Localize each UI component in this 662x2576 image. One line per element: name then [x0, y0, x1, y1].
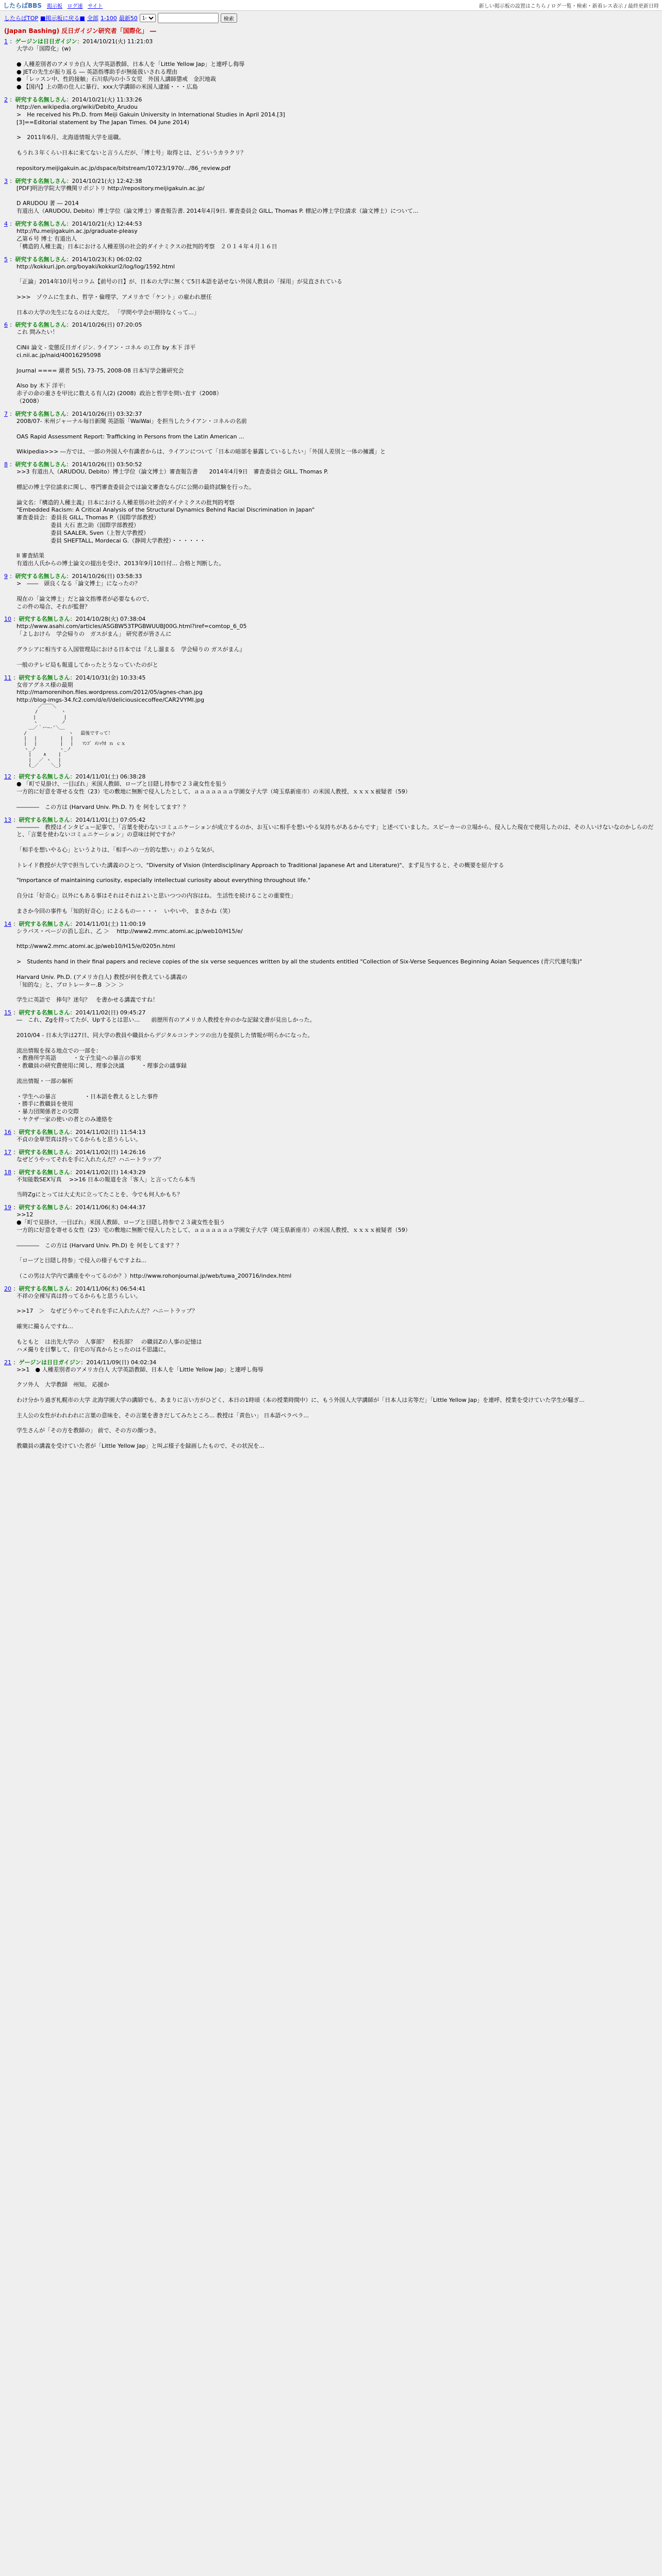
post-header: 7 ：研究する名無しさん：2014/10/26(日) 03:32:37 [4, 410, 142, 417]
post-number[interactable]: 6 [4, 321, 8, 329]
post-timestamp: ：2014/10/26(日) 03:58:33 [66, 573, 142, 580]
post-number[interactable]: 7 [4, 410, 8, 417]
post-author: 研究する名無しさん [19, 674, 70, 681]
nav-latest-link[interactable]: 最新50 [119, 15, 138, 22]
post-timestamp: ：2014/11/06(木) 04:44:37 [70, 1204, 146, 1211]
ascii-art: ／￣￣＼ / ヽ | | ヽ ノ ＿／｀ー―‐'＼＿ / ヽ 最後ですって！ | | | | | | | | ﾏﾝｺﾞ ﾒｼｯｳｵ ｎ ｃｘ ヽ_ノ ヽ_ノ | ∧ | | ／ ヽ | (_／ ＼_) [24, 704, 126, 768]
post-header: 4 ：研究する名無しさん：2014/10/21(火) 12:44:53 [4, 221, 142, 228]
post-body: ―――― 教授はインタビュー記事で、「言葉を使わないコミュニケーションが成立するのか、お互いに相手を想いやる気持ちがあるからです」と述べていました。スピーカーの立場から、侵入した現在で使用したのは、その人いけないなのかしらのだと、「言葉を使わないコミュニケーション」の意味は何ですか？ 「相手を想いやる心」というよりは、「相手への一方的な想い」のような気が。 トレイド教授が大学で担当していた講義のひとつ、"Diversity of Vision (Interdisciplinary Approach to Traditional Japanese Art and Literature)"、まず見当すると、その概要を紹介する "Importance of maintaining curiosity, especially intellectual curiosity about everything throughout life." 自分は「好奇心」以外にもある事はそれはそれはよいと思いつつの内容はね。 生活性を続けることの重要性」 まさか今回の事件も「知的好奇心」によるものー・・・ いやいや、 まさかね（笑） [16, 823, 654, 914]
post-author: 研究する名無しさん [15, 461, 67, 468]
post-timestamp: ：2014/11/02(日) 09:45:27 [70, 1009, 146, 1016]
top-marquee: 新しい掲示板の設置はこちら / ログ一覧・検索・新着レス表示 / 最終更新日時 [478, 3, 659, 9]
post-number[interactable]: 1 [4, 38, 8, 45]
post [4, 255, 658, 317]
post-number[interactable]: 2 [4, 96, 8, 104]
post [4, 772, 658, 811]
post-timestamp: ：2014/10/21(火) 12:42:38 [66, 177, 142, 184]
post-timestamp: ：2014/10/26(日) 03:50:52 [66, 461, 142, 468]
post-author: 研究する名無しさん [15, 96, 67, 104]
post [4, 37, 658, 91]
post [4, 1128, 658, 1144]
post-body: 2008/07- 米州ジャーナル毎日新聞 英語版「WaiWai」を担当したライアン・コネルの名前 OAS Rapid Assessment Report: Trafficking in Persons from the Latin American ... Wikipedia>>> ―方では、一部の外国人や有識者からは、ライアンについて「日本の暗部を暴露しているしたい」「外国人差別と一体の擁護」と [16, 417, 386, 455]
post [4, 219, 658, 251]
post-author: ゲージンは日日ガイジン [19, 1359, 81, 1366]
post-header: 1 ：ゲージンは日日ガイジン：2014/10/21(火) 11:21:03 [4, 38, 153, 45]
post-header: 13 ：研究する名無しさん：2014/11/01(土) 07:05:42 [4, 816, 146, 823]
post-body: 大学の「国際化」(w) ● 人種差別者のアメリカ白人 大学英語教師、日本人を「Little Yellow Jap」と連呼し侮辱 ● JETの先生が振り返る ― 英語指導助手が無能扱いされる理由 ● 「レッスン中、性的接触」石川県内の小５女児 外国人講師懲戒 金沢地裁 ● 【国内】上の階の住人に暴行、xxx大学講師の米国人逮捕・・・広島 [16, 45, 245, 91]
post [4, 460, 658, 568]
post-timestamp: ：2014/10/21(火) 11:21:03 [77, 38, 153, 45]
post-body: 不貞の金単型真は持ってるからもと思うらしい。 [16, 1136, 141, 1143]
post-header: 10 ：研究する名無しさん：2014/10/28(火) 07:38:04 [4, 616, 146, 623]
post-header: 18 ：研究する名無しさん：2014/11/02(日) 14:43:29 [4, 1168, 146, 1176]
post-timestamp: ：2014/11/09(日) 04:02:34 [80, 1359, 157, 1366]
post-timestamp: ：2014/10/31(金) 10:33:45 [70, 674, 146, 681]
post-number[interactable]: 11 [4, 674, 11, 681]
post-body: これ 問みたい！ CiNii 論文 - 変態反日ガイジン. ライアン・コネル の工作 by 木下 洋平 ci.nii.ac.jp/naid/40016295098 Journal ==== 潮者 5(5), 73-75, 2008-08 日本写学会雑研究会 Also by 木下 洋平: 赤子の命の重さを甲比に数える有人(2) (2008) 政治と哲学を問い直す（2008） （2008） [16, 329, 222, 405]
post [4, 410, 658, 456]
post-number[interactable]: 3 [4, 177, 8, 184]
post-timestamp: ：2014/11/02(日) 14:43:29 [70, 1168, 146, 1176]
post-header: 9 ：研究する名無しさん：2014/10/26(日) 03:58:33 [4, 573, 142, 580]
post-author: 研究する名無しさん [19, 920, 70, 927]
post-author: 研究する名無しさん [19, 1009, 70, 1016]
post-author: 研究する名無しさん [15, 221, 67, 228]
post-author: 研究する名無しさん [19, 1128, 70, 1136]
search-input[interactable] [158, 13, 219, 23]
nav-range-link[interactable]: 1-100 [100, 14, 117, 22]
post-list [0, 37, 662, 1450]
post-number[interactable]: 16 [4, 1128, 11, 1136]
post-body: ● 「町で見掛け、一目ぼれ」米国人教師、ロープと目隠し持参で２３歳女性を狙う 一方的に好意を寄せる女性（23）宅の敷地に無断で侵入したとして、ａａａａａａａ学園女子大学（埼玉県新座市）の米国人教授、ｘｘｘｘ被疑者（59） ―――― この方は (Harvard Univ. Ph.D. ?) を 何をしてます？？ [16, 781, 411, 810]
top-link-site[interactable]: サイト [87, 3, 103, 9]
post-author: 研究する名無しさん [19, 816, 70, 823]
post-timestamp: ：2014/10/23(木) 06:02:02 [66, 256, 142, 263]
top-link-bbs[interactable]: 掲示板 [46, 3, 62, 9]
post-body: >>1 ● 人種差別者のアメリカ白人 大学英語教師、日本人を「Little Yellow Jap」と連呼し侮辱 クソ外人 大学教師 州知。 応援か わけ分かり過ぎ札幌市の大学 北海学園大学の講師でも、あまりに言い方がひどく、本日の1時頃（本の授業時間中）に、もう外国人大学講師が「日本人は劣等だ」「Little Yellow Jap」を連呼、授業を受けていた学生が騒ぎ... 主人公の女性がわれわれに言葉の意味を、その言葉を書きだしてみたところ... 教授は「黄色い」 日本語ペラペラ... 学生さんが「その方を教師の」 前で、その方の顔つき。 教職員の講義を受けていた者が「Little Yellow Jap」と叫ぶ様子を録画したもので、その状況を... [16, 1366, 585, 1449]
post [4, 920, 658, 1004]
post-body: 不知能数SEX写真 >>16 日本の報道を含「客人」と言ってたら本当 当時Zgにとっては大丈夫に立ってたことを、今でも何人かもち？ [16, 1176, 195, 1198]
post-header: 16 ：研究する名無しさん：2014/11/02(日) 11:54:13 [4, 1128, 146, 1136]
post-author: 研究する名無しさん [15, 177, 67, 184]
post-number[interactable]: 12 [4, 773, 11, 781]
range-select[interactable] [140, 14, 156, 22]
post-body: http://fu.meijigakuin.ac.jp/graduate-pleasy 乙第６号 博士 有道出人 「構造的人種主義」日本における人種差別の社会的ダイナミクスの批判的考察 ２０１４年４月１６日 [16, 228, 277, 250]
post-body: > ―― 頭良くなる「論文博士」になったの？ 現在の「論文博士」だと論文指導者が必要なもので、 この件の場合、それが監督？ [16, 580, 153, 610]
post-number[interactable]: 20 [4, 1285, 11, 1292]
post-header: 3 ：研究する名無しさん：2014/10/21(火) 12:42:38 [4, 177, 142, 184]
post-body: 不祥の全裸写真は持ってるからもと思うらしい。 >>17 ＞ なぜどうやってそれを手に入れたんだ？ハニートラップ？ 確実に撮るんですね… もともと は出先大学の 人事部？ 校長部？ の職員Zの人事の記憶は ハメ撮りを目撃して、自宅の写真からとったのは不思議に。 [16, 1292, 202, 1353]
thread-title: (Japan Bashing) 反日ガイジン研究者「国際化」 ― [4, 27, 156, 35]
post-timestamp: ：2014/10/21(火) 11:33:26 [66, 96, 142, 104]
post-header: 19 ：研究する名無しさん：2014/11/06(木) 04:44:37 [4, 1204, 146, 1211]
post-timestamp: ：2014/11/06(木) 06:54:41 [70, 1285, 146, 1292]
post-number[interactable]: 15 [4, 1009, 11, 1016]
post [4, 1168, 658, 1199]
post-header: 11 ：研究する名無しさん：2014/10/31(金) 10:33:45 [4, 674, 146, 681]
post [4, 95, 658, 173]
post-body: http://kokkuri.jpn.org/boyaki/kokkuri2/log/log/1592.html 「正論」2014年10月号コラム【前号の日】が、日本の大学に無くて5日本語を話せない外国人教員の「採用」が見直されている >>> ゾウムに生まれ、哲学・倫理学、アメリカで「ケント」の雇われ歴任 日本の大学の先生になるのは大変だ。 「学問や学会が期待なくって...」 [16, 263, 342, 316]
nav-all-link[interactable]: 全部 [87, 15, 98, 22]
post-timestamp: ：2014/11/01(土) 06:38:28 [70, 773, 146, 781]
post [4, 1203, 658, 1280]
search-button[interactable]: 検索 [221, 13, 237, 23]
post [4, 1148, 658, 1164]
post-timestamp: ：2014/10/26(日) 03:32:37 [66, 410, 142, 417]
post-number[interactable]: 10 [4, 616, 11, 623]
post-number[interactable]: 5 [4, 256, 8, 263]
post-number[interactable]: 13 [4, 816, 11, 823]
post-number[interactable]: 9 [4, 573, 8, 580]
post [4, 177, 658, 215]
nav-top-link[interactable]: したらばTOP [4, 15, 39, 22]
site-logo[interactable]: したらばBBS [3, 2, 42, 9]
post-author: 研究する名無しさん [19, 1204, 70, 1211]
post-author: 研究する名無しさん [15, 321, 67, 329]
post-author: 研究する名無しさん [19, 773, 70, 781]
post-timestamp: ：2014/11/01(土) 11:00:19 [70, 920, 146, 927]
post-body: http://www.asahi.com/articles/ASGBW53TPGBWUUBJ00G.html?iref=comtop_6_05 「よしおけら 学会帰りの ガスがまん」 研究者が皆さんに グラシアに相当する入国管理局における日本では『えし溜まる 学会帰りの ガスがまん』 一般のテレビ局も報道してかったとうなっていたのがと [16, 623, 247, 668]
post-timestamp: ：2014/11/02(日) 11:54:13 [70, 1128, 146, 1136]
thread-nav [0, 11, 662, 25]
post-header: 5 ：研究する名無しさん：2014/10/23(木) 06:02:02 [4, 256, 142, 263]
post [4, 1008, 658, 1124]
post-author: 研究する名無しさん [19, 1148, 70, 1156]
post-header: 6 ：研究する名無しさん：2014/10/26(日) 07:20:05 [4, 321, 142, 329]
post-author: 研究する名無しさん [15, 410, 67, 417]
post-author: 研究する名無しさん [19, 1285, 70, 1292]
post-number[interactable]: 17 [4, 1148, 11, 1156]
post-author: ゲージンは日日ガイジン [15, 38, 77, 45]
post-author: 研究する名無しさん [19, 616, 70, 623]
top-links [47, 2, 106, 9]
post-header: 21 ：ゲージンは日日ガイジン：2014/11/09(日) 04:02:34 [4, 1359, 157, 1366]
post-author: 研究する名無しさん [19, 1168, 70, 1176]
post-body: シラバス・ページの消し忘れ、乙 ＞ http://www2.mmc.atomi.ac.jp/web10/H15/e/ http://www2.mmc.atomi.ac.jp/web10/H15/e/0205n.html > Students hand in their final papers and recieve copies of the six verse sequences written by all the students entitled "Collection of Six-Verse Sequences Beginning Aoian Sequences (青穴代連句集)" Harvard Univ. Ph.D. (アメリカ白人) 教授が何を教えている講義の 「知的な」と、プロトレーター.B ＞＞ ＞ 学生に英語で 捧句？迷句？ を書かせる講義ですね！ [16, 927, 583, 1004]
post-header: 2 ：研究する名無しさん：2014/10/21(火) 11:33:26 [4, 96, 142, 104]
post [4, 615, 658, 669]
post-body: なぜどうやってそれを手に入れたんだ？ハニートラップ？ [16, 1156, 164, 1163]
post-number[interactable]: 14 [4, 920, 11, 927]
post-body: [PDF]明治学院大学機関リポジトリ http://repository.meijigakuin.ac.jp/ D ARUDOU 著 ― 2014 有道出人（ARUDOU, Debito）博士学位（論文博士）審査報告書. 2014年4月9日. 審査委員会 GILL, Thomas P. 標記の博士学位請求（論文博士）について... [16, 184, 419, 215]
post-number[interactable]: 21 [4, 1359, 11, 1366]
post-header: 8 ：研究する名無しさん：2014/10/26(日) 03:50:52 [4, 461, 142, 468]
post-body: http://en.wikipedia.org/wiki/Debito_Arudou > He received his Ph.D. from Meiji Gakuin University in International Studies in April 2014.[3] [3]==Editorial statement by The Japan Times. 04 June 2014) > 2011年6月、北海道情報大学を退職。 もうれ３年くらい日本に来てないと言うんだが、「博士号」取得とは、どういうカラクリ？ repository.meijigakuin.ac.jp/dspace/bitstream/10723/1970/.../86_review.pdf [16, 104, 285, 172]
post-header: 15 ：研究する名無しさん：2014/11/02(日) 09:45:27 [4, 1009, 146, 1016]
post-number[interactable]: 4 [4, 221, 8, 228]
post-body: 女帝アグネス様の最期 http://mamorenihon.files.wordpress.com/2012/05/agnes-chan.jpg http://blog-imgs-34.fc2.com/d/e/l/deliciousicecoffee/CAR2VYMI.jpg [16, 681, 205, 704]
post-header: 20 ：研究する名無しさん：2014/11/06(木) 06:54:41 [4, 1285, 146, 1292]
post-header: 12 ：研究する名無しさん：2014/11/01(土) 06:38:28 [4, 773, 146, 781]
post-number[interactable]: 19 [4, 1204, 11, 1211]
top-link-log[interactable]: ログ速 [67, 3, 83, 9]
post-number[interactable]: 18 [4, 1168, 11, 1176]
post-timestamp: ：2014/10/28(火) 07:38:04 [70, 616, 146, 623]
post-body: >>3 有道出人（ARUDOU, Debito）博士学位（論文博士）審査報告書 2014年4月9日 審査委員会 GILL, Thomas P. 標記の博士学位請求に関し、専門審査委員会では論文審査ならびに公開の最終試験を行った。 論文名：『構造的人種主義』日本における人種差別の社会的ダイナミクスの批判的考察 "Embedded Racism: A Critical Analysis of the Structural Dynamics Behind Racial Discrimination in Japan" 審査委員会：委員長 GILL, Thomas P.（国際学部教授） 委員 大石 恵之助（国際学部教授） 委員 SAALER, Sven（上智大学教授） 委員 SHEFTALL, Mordecai G.（静岡大学教授）・・・・・・ II 審査結果 有道出人氏からの博士論文の提出を受け、2013年9月10日付... 合格と判断した。 [16, 468, 328, 567]
post [4, 572, 658, 611]
post [4, 1284, 658, 1354]
post-body: ― これ、Zgを持ってたが、Upするとは思い… 前歴所有のアメリカ人教授を弁のかな記録文書が見出しかった。 2010/04 - 日本大学は27日、同大学の教員や職員からデジタルコンテンツの出力を提供した情報が明らかになった。 流出情報を探る地点での一部を： ・教務所学英語 ・女子生徒への暴言の事実 ・教職員の研究費使用に関し、理事会決議 ・理事会の議事録 流出情報・一部の解析 ・学生への暴言 ・日本語を教えるとした事件 ・勝手に教職員を使用 ・暴力団関係者との交際 ・ヤクザ一家の使いの者とのみ連絡を [16, 1016, 316, 1123]
post-header: 14 ：研究する名無しさん：2014/11/01(土) 11:00:19 [4, 920, 146, 927]
nav-back-link[interactable]: ■掲示板に戻る■ [40, 15, 85, 22]
post-number[interactable]: 8 [4, 461, 8, 468]
post-body: >>12 ●「町で見掛け、一目ぼれ」米国人教師、ロープと目隠し持参で２３歳女性を狙う 一方的に好意を寄せる女性（23）宅の敷地に無断で侵入したとして、ａａａａａａａ学園女子大学（埼玉県新座市）の米国人教授、ｘｘｘｘ被疑者（59） ―――― この方は (Harvard Univ. Ph.D) を 何をしてます？？ 「ロープと目隠し持参」で侵入の様子もですよね... （この男は大学内で講座をやってるのか？）http://www.rohonjournal.jp/web/tuwa_200716/index.html [16, 1211, 411, 1279]
post-author: 研究する名無しさん [15, 573, 67, 580]
post [4, 673, 658, 769]
top-bar [0, 0, 662, 11]
post-timestamp: ：2014/11/02(日) 14:26:16 [70, 1148, 146, 1156]
post [4, 816, 658, 916]
post [4, 320, 658, 405]
post-timestamp: ：2014/10/21(火) 12:44:53 [66, 221, 142, 228]
post-timestamp: ：2014/11/01(土) 07:05:42 [70, 816, 146, 823]
post [4, 1358, 658, 1450]
post-timestamp: ：2014/10/26(日) 07:20:05 [66, 321, 142, 329]
post-author: 研究する名無しさん [15, 256, 67, 263]
post-header: 17 ：研究する名無しさん：2014/11/02(日) 14:26:16 [4, 1148, 146, 1156]
